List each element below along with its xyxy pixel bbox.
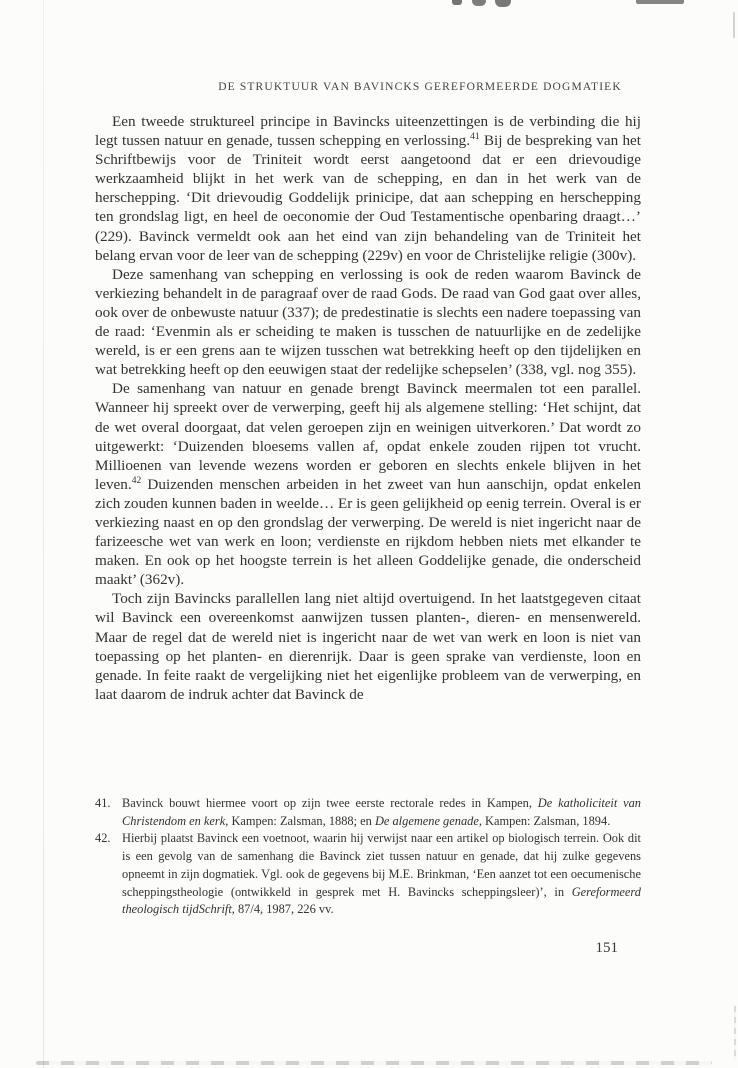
text-run: 87/4, 1987, 226 vv. [234, 902, 334, 917]
running-head: DE STRUKTUUR VAN BAVINCKS GEREFORMEERDE DOGMATIEK [218, 81, 622, 93]
scan-artifact-top-smudge [636, 0, 684, 4]
footnote-marker: 41 [470, 132, 480, 143]
italic-text: Gereformeerd theologisch tijdSchrift, [122, 884, 641, 917]
scan-artifact-right-edge-mark [734, 1006, 736, 1060]
text-run: Deze samenhang van schepping en verlossing is ook de reden waarom Bavinck de verkiezing behandelt in de paragraaf over de raad Gods. De raad van God gaat over alles, ook over de onbewuste natuur (337); de predestinatie is slechts een nadere toepassing van de raad: ‘Evenmin als er scheiding te maken is tusschen de natuurlijke en de zedelijke wereld, is er een grens aan te wijzen tusschen wat betrekking heeft op den tijdelijken en wat betrekking heeft op den eeuwigen staat der redelijke schepselen’ (338, vgl. nog 355). [95, 265, 641, 379]
text-run: Een tweede struktureel principe in Bavincks uiteenzettingen is de verbinding die hij legt tussen natuur en genade, tussen schepping en verlossing. [95, 113, 641, 150]
text-run: Duizenden menschen arbeiden in het zweet van hun aanschijn, opdat enkelen zich zouden kunnen baden in weelde… Er is geen gelijkheid op eenig terrein. Overal is er verkiezing naast en op den grondslag der verwerping. De wereld is niet ingericht naar de farizeesche wet van werk en loon; verdienste en rijkdom hebben niets met elkander te maken. En ook op het hoogste terrein is het alleen Goddelijke genade, die onderscheid maakt’ (362v). [95, 475, 641, 589]
footnote-marker: 42 [131, 475, 142, 486]
paragraph [95, 589, 641, 704]
scan-artifact-bottom-showthrough [36, 1061, 712, 1065]
text-run: Hierbij plaatst Bavinck een voetnoot, waarin hij verwijst naar een artikel op biologisch terrein. Ook dit is een gevolg van de samenhang die Bavinck ziet tussen natuur en genade, dat hij zulke gegevens opneemt in zijn dogmatiek. Vgl. ook de gegevens bij M.E. Brinkman, ‘Een aanzet tot een oecumenische scheppingstheologie (ontwikkeld in gesprek met H. Bavincks scheppingsleer)’, in [122, 831, 641, 899]
italic-text: De katholiciteit van Christendom en kerk, [122, 796, 641, 828]
text-run: Bavinck bouwt hiermee voort op zijn twee eerste rectorale redes in Kampen, [122, 796, 538, 810]
scan-artifact-right-edge-mark [733, 12, 735, 38]
footnote [95, 830, 641, 919]
page-number: 151 [595, 940, 618, 956]
text-run: Bij de bespreking van het Schriftbewijs voor de Triniteit wordt eerst aangetoond dat er een drievoudige werkzaamheid blijkt in het werk van de schepping, en dan in het werk van de herschepping. ‘Dit drievoudig Goddelijk prinicipe, dat aan schepping en herschepping ten grondslag ligt, en heel de oeconomie der Oud Testamentische openbaring draagt…’ (229). Bavinck vermeldt ook aan het eind van zijn behandeling van de Triniteit het belang ervan voor de leer van de schepping (229v) en voor de Christelijke religie (300v). [95, 132, 641, 264]
paragraph [95, 265, 641, 380]
footnote-list [95, 795, 641, 919]
scan-artifact-top-smudge [452, 0, 462, 5]
footnote-text [122, 831, 641, 916]
italic-text: De algemene genade, [374, 813, 482, 828]
text-run: Kampen: Zalsman, 1888; en [228, 813, 375, 828]
body-paragraphs [95, 112, 641, 704]
paragraph [95, 112, 641, 265]
footnote [95, 795, 641, 830]
footnote-text [122, 796, 641, 828]
text-run: De samenhang van natuur en genade brengt Bavinck meermalen tot een parallel. Wanneer hij spreekt over de verwerping, geeft hij als algemene stelling: ‘Het schijnt, dat de wet overal doorgaat, dat velen geroepen zijn en weinigen uitverkoren.’ Dat wordt zo uitgewerkt: ‘Duizenden bloesems vallen af, opdat enkele zouden rijpen tot vrucht. Millioenen van levende wezens worden er geboren en slechts enkele blijven in het leven. [95, 380, 641, 493]
text-run: Kampen: Zalsman, 1894. [481, 813, 611, 828]
text-run: Toch zijn Bavincks parallellen lang niet altijd overtuigend. In het laatstgegeven citaat wil Bavinck een overeenkomst aanwijzen tussen planten-, dieren- en mensenwereld. Maar de regel dat de wereld niet is ingericht naar de wet van werk en loon is niet van toepassing op het planten- en dierenrijk. Daar is geen sprake van verdienste, loon en genade. In feite raakt de vergelijking niet het eigenlijke probleem van de verwerping, en laat daarom de indruk achter dat Bavinck de [95, 590, 641, 703]
footnote-number: 41. [95, 796, 111, 810]
paragraph [95, 379, 641, 589]
footnote-number: 42. [95, 831, 111, 846]
scan-artifact-left-edge-line [43, 0, 44, 1068]
